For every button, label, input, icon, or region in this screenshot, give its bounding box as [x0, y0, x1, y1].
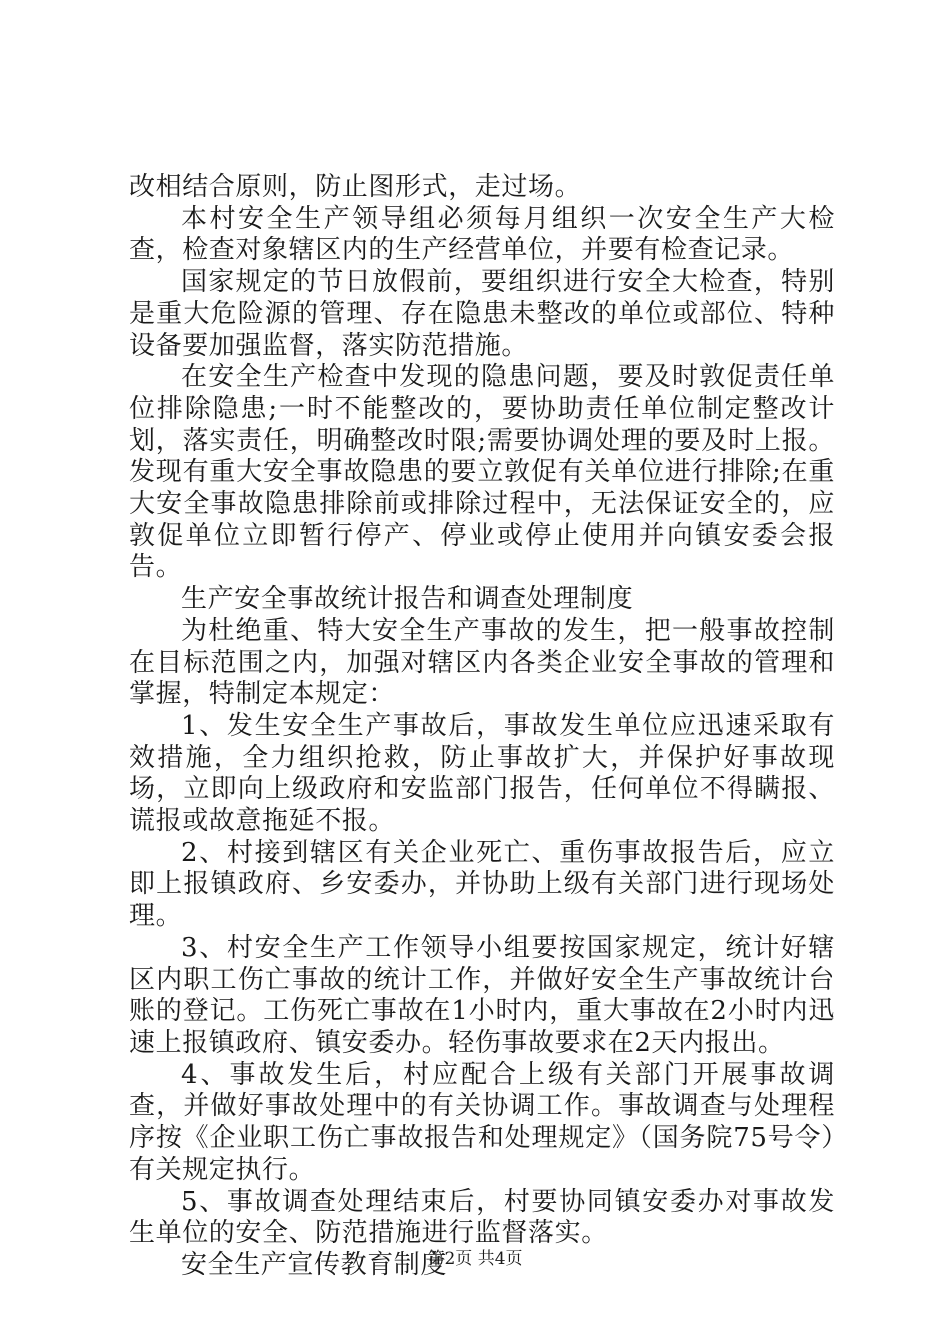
paragraph-rule-4: 4、事故发生后，村应配合上级有关部门开展事故调查，并做好事故处理中的有关协调工作。事故调查与处理程序按《企业职工伤亡事故报告和处理规定》（国务院75号令）有关规定执行。: [129, 1059, 835, 1185]
paragraph-rule-3: 3、村安全生产工作领导小组要按国家规定，统计好辖区内职工伤亡事故的统计工作，并做好安全生产事故统计台账的登记。工伤死亡事故在1小时内，重大事故在2小时内迅速上报镇政府、镇安委办。轻伤事故要求在2天内报出。: [129, 932, 835, 1058]
paragraph-rule-5: 5、事故调查处理结束后，村要协同镇安委办对事故发生单位的安全、防范措施进行监督落实。: [129, 1186, 835, 1249]
section-heading-education: 安全生产宣传教育制度: [181, 1249, 448, 1280]
paragraph-hazard-handling: 在安全生产检查中发现的隐患问题，要及时敦促责任单位排除隐患;一时不能整改的，要协助责任单位制定整改计划，落实责任，明确整改时限;需要协调处理的要及时上报。发现有重大安全事故隐患的要立敦促有关单位进行排除;在重大安全事故隐患排除前或排除过程中，无法保证安全的，应敦促单位立即暂行停产、停业或停止使用并向镇安委会报告。: [129, 362, 835, 583]
paragraph-holiday-inspection: 国家规定的节日放假前，要组织进行安全大检查，特别是重大危险源的管理、存在隐患未整改的单位或部位、特种设备要加强监督，落实防范措施。: [129, 267, 835, 361]
document-body: [129, 172, 835, 1282]
paragraph-monthly-inspection: 本村安全生产领导组必须每月组织一次安全生产大检查，检查对象辖区内的生产经营单位，并要有检查记录。: [129, 203, 835, 266]
paragraph-purpose: 为杜绝重、特大安全生产事故的发生，把一般事故控制在目标范围之内，加强对辖区内各类企业安全事故的管理和掌握，特制定本规定：: [129, 615, 835, 710]
page-footer: 第2页 共4页: [427, 1249, 523, 1269]
paragraph-rule-2: 2、村接到辖区有关企业死亡、重伤事故报告后，应立即上报镇政府、乡安委办，并协助上级有关部门进行现场处理。: [129, 837, 835, 932]
paragraph-rule-1: 1、发生安全生产事故后，事故发生单位应迅速采取有效措施，全力组织抢救，防止事故扩大，并保护好事故现场，立即向上级政府和安监部门报告，任何单位不得瞒报、谎报或故意拖延不报。: [129, 710, 835, 837]
paragraph-continuation: 改相结合原则，防止图形式，走过场。: [129, 172, 582, 202]
section-heading-accident-reporting: 生产安全事故统计报告和调查处理制度: [181, 584, 634, 615]
